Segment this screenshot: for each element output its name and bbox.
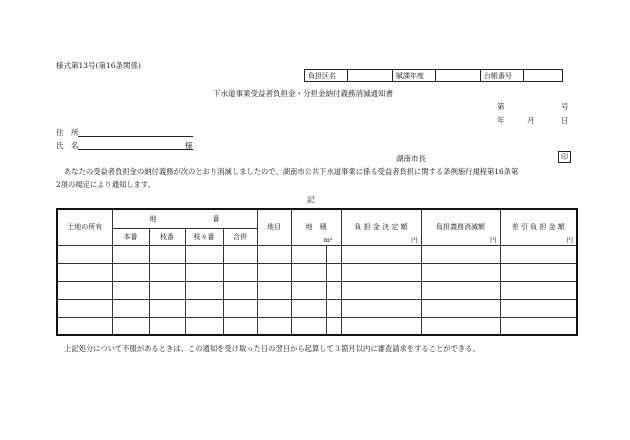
honorific: 様 [185,141,193,150]
header-kettei-label: 負 担 金 決 定 額 [354,223,408,232]
header-chiban: 地 番 [112,209,257,228]
header-chimoku: 地目 [257,209,291,245]
subheader-edaedaban: 枝々番 [185,228,223,245]
subheader-honban: 本番 [112,228,149,245]
header-label-daicho-bango: 台帳番号 [481,70,524,82]
table-row [57,317,577,335]
header-owner: 土地の所有 [57,209,112,245]
header-value-daicho-bango [524,70,563,82]
doc-no-label: 第 [497,102,505,111]
date-day-label: 日 [561,116,569,125]
issuer-title: 湖南市長 [396,154,426,163]
document-title: 下水道事業受益者負担金・分担金納付義務消滅通知書 [213,89,393,98]
address-underline [78,136,193,137]
date-month-label: 月 [527,116,535,125]
unit-yen-shometsu: 円 [490,235,497,244]
header-sashihiki-label: 差 引 負 担 金 額 [511,223,565,232]
doc-no-suffix: 号 [561,102,569,111]
table-row [57,299,577,317]
footer-note: 上記処分について不服があるときは、この通知を受け取った日の翌日から起算して３箇月以内に審査請求をすることができる。 [64,344,480,353]
table-row [57,245,577,263]
header-kettei [341,209,421,245]
header-shometsu [421,209,500,245]
header-chiseki [291,209,341,245]
ki-label: 記 [307,195,315,204]
name-label: 氏 名 [56,141,79,150]
body-line-1: あなたの受益者負担金の納付義務が次のとおり消滅しましたので、湖南市公共下水道事業に係る受益者負担に関する条例施行規程第16条第 [64,167,519,176]
land-table [56,208,578,336]
header-fields-table [304,69,563,82]
header-label-fuka-nendo: 賦課年度 [393,70,436,82]
table-row [57,281,577,299]
name-underline [78,149,193,150]
header-value-futankumei [348,70,393,82]
subheader-gappei: 合併 [223,228,257,245]
header-label-futankumei: 負担区名 [305,70,348,82]
date-year-label: 年 [497,116,505,125]
seal-mark: 印 [558,151,571,163]
address-label: 住 所 [56,128,79,137]
unit-yen-sashihiki: 円 [566,235,573,244]
unit-yen-kettei: 円 [411,235,418,244]
table-row [57,263,577,281]
header-value-fuka-nendo [436,70,481,82]
body-line-2: 2項の規定により通知します。 [56,180,155,189]
header-sashihiki [500,209,577,245]
header-shometsu-label: 負担義務消滅額 [436,223,485,232]
subheader-edaban: 枝番 [149,228,185,245]
form-number: 様式第13号(第16条関係) [56,61,141,70]
unit-m2: m² [323,235,333,244]
header-chiseki-label: 地 積 [305,223,327,232]
